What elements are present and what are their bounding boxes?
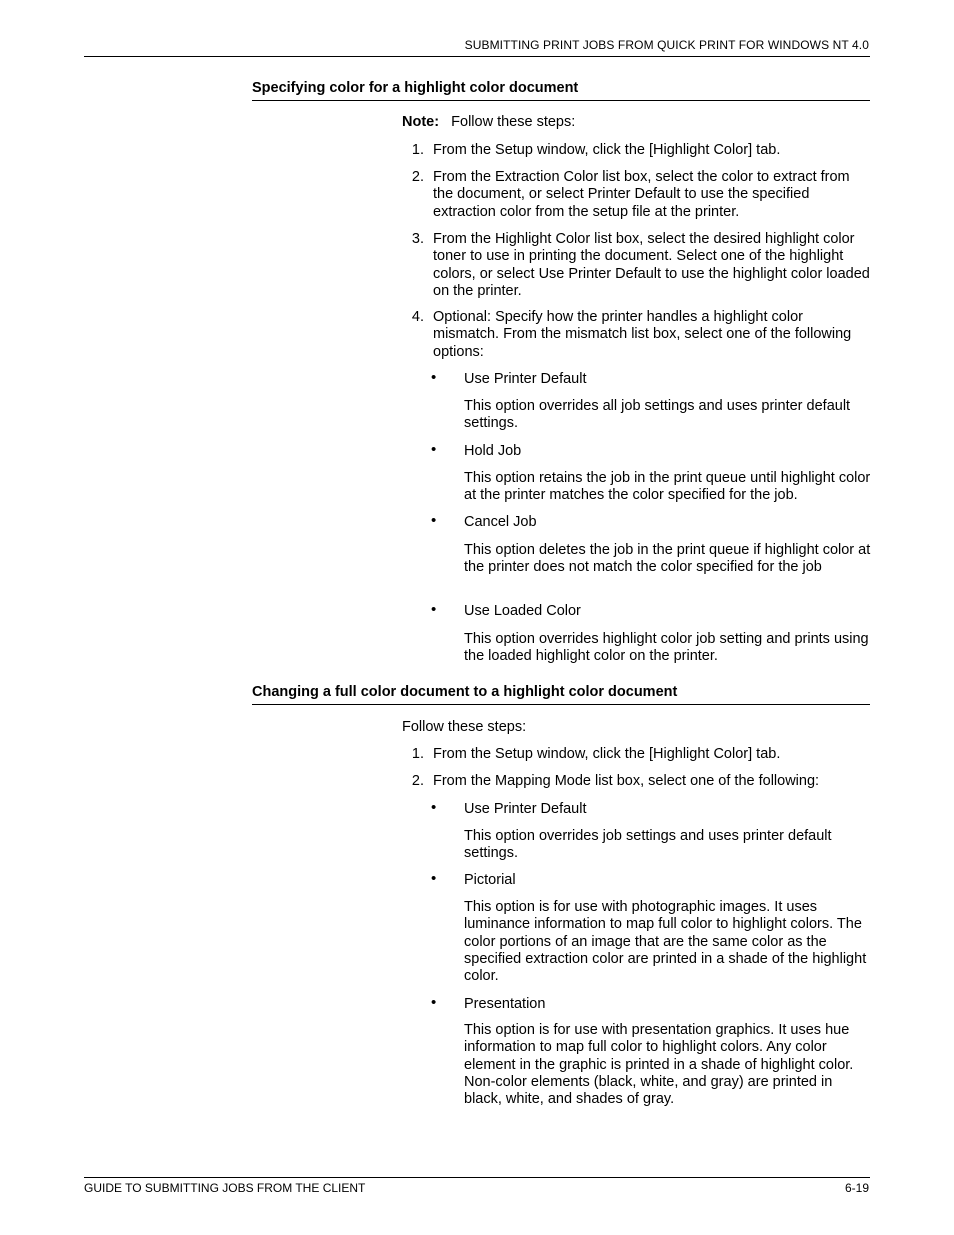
note xyxy=(402,114,575,131)
step-text: From the Setup window, click the [Highlight Color] tab. xyxy=(433,746,781,762)
bullet: • xyxy=(431,441,437,458)
option-title: Use Loaded Color xyxy=(464,603,581,619)
option-description: This option is for use with presentation graphics. It uses hue information to map full color to highlight colors. Any color element in the graphic is printed in a shade of highlight color. Non-color elements (black, white, and gray) are printed in black, white, and shades of gray. xyxy=(464,1022,854,1108)
option-title: Hold Job xyxy=(464,443,522,459)
header-rule xyxy=(84,56,870,57)
bullet: • xyxy=(431,870,437,887)
step-number: 1. xyxy=(411,142,424,158)
section-heading-rule xyxy=(252,704,870,705)
bullet: • xyxy=(431,994,437,1011)
option-title: Pictorial xyxy=(464,872,516,888)
page-number: 6-19 xyxy=(844,1181,869,1195)
option-title: Presentation xyxy=(464,996,546,1012)
option-title: Use Printer Default xyxy=(464,801,587,817)
section-heading-rule xyxy=(252,100,870,101)
footer-title: GUIDE TO SUBMITTING JOBS FROM THE CLIENT xyxy=(84,1181,366,1195)
option-description: This option overrides job settings and uses printer default settings. xyxy=(464,828,832,862)
section-heading-changing-full-color: Changing a full color document to a highlight color document xyxy=(252,684,678,700)
note-label: Note: xyxy=(402,114,440,130)
step-number: 4. xyxy=(411,309,424,325)
running-header: SUBMITTING PRINT JOBS FROM QUICK PRINT FOR WINDOWS NT 4.0 xyxy=(464,38,869,52)
step-number: 1. xyxy=(411,746,424,762)
option-title: Use Printer Default xyxy=(464,371,587,387)
step-text: From the Extraction Color list box, select the color to extract from the document, or select Printer Default to use the specified extraction color from the setup file at the printer. xyxy=(433,169,850,220)
bullet: • xyxy=(431,601,437,618)
option-description: This option retains the job in the print queue until highlight color at the printer matches the color specified for the job. xyxy=(464,470,871,504)
section-heading-specifying-color: Specifying color for a highlight color document xyxy=(252,80,579,96)
option-description: This option is for use with photographic images. It uses luminance information to map full color to highlight colors. The color portions of an image that are the same color as the specified extraction color are printed in a shade of the highlight color. xyxy=(464,899,867,985)
step-number: 2. xyxy=(411,773,424,789)
step-text: From the Setup window, click the [Highlight Color] tab. xyxy=(433,142,781,158)
bullet: • xyxy=(431,512,437,529)
step-text: Optional: Specify how the printer handles a highlight color mismatch. From the mismatch list box, select one of the following options: xyxy=(433,309,852,360)
step-text: From the Mapping Mode list box, select one of the following: xyxy=(433,773,820,789)
option-description: This option deletes the job in the print queue if highlight color at the printer does not match the color specified for the job xyxy=(464,542,871,576)
intro-text: Follow these steps: xyxy=(402,719,527,735)
option-description: This option overrides all job settings and uses printer default settings. xyxy=(464,398,851,432)
step-number: 2. xyxy=(411,169,424,185)
bullet: • xyxy=(431,369,437,386)
note-text: Follow these steps: xyxy=(451,114,576,130)
step-number: 3. xyxy=(411,231,424,247)
option-description: This option overrides highlight color job setting and prints using the loaded highlight color on the printer. xyxy=(464,631,869,665)
bullet: • xyxy=(431,799,437,816)
step-text: From the Highlight Color list box, select the desired highlight color toner to use in printing the document. Select one of the highlight colors, or select Use Printer Default to use the highlight color loaded on the printer. xyxy=(433,231,870,299)
option-title: Cancel Job xyxy=(464,514,537,530)
footer-rule xyxy=(84,1177,870,1178)
